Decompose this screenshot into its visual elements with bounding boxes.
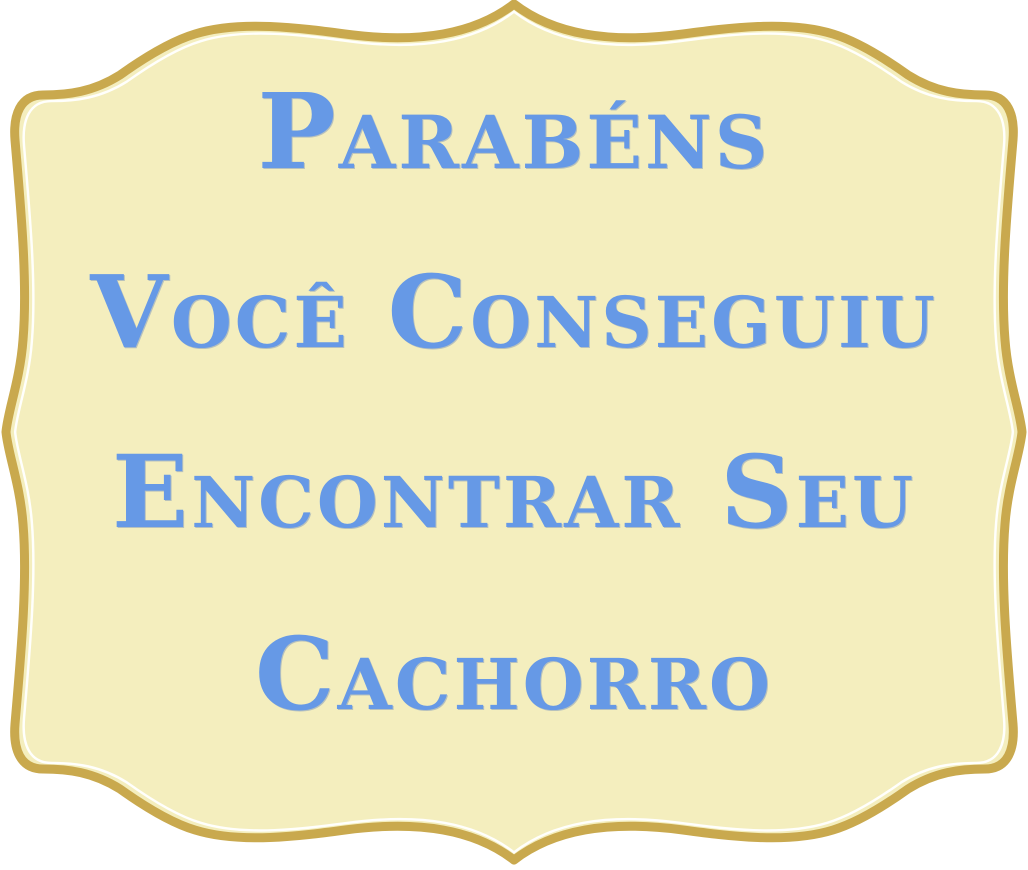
sign-line-4: Cachorro	[254, 615, 774, 733]
sign-line-1: Parabéns	[257, 70, 771, 193]
sign-line-3: Encontrar Seu	[111, 433, 917, 551]
sign-message	[0, 70, 1028, 733]
sign-line-2: Você Conseguiu	[90, 253, 938, 371]
